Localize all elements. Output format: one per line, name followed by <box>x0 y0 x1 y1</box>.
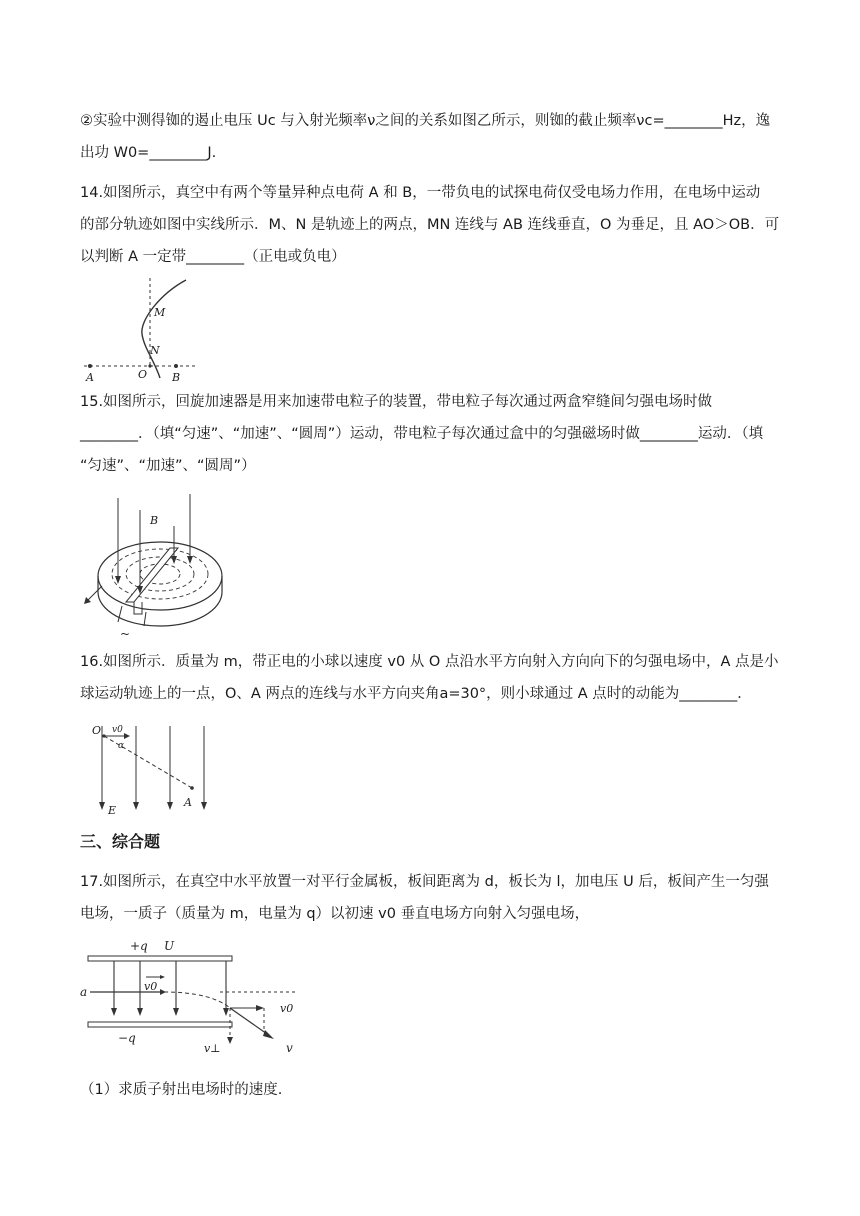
q17-line2: 电场，一质子（质量为 m，电量为 q）以初速 v0 垂直电场方向射入匀强电场， <box>80 906 590 922</box>
q17-text <box>80 866 780 930</box>
q17-sub1-text: （1）求质子射出电场时的速度. <box>80 1082 283 1098</box>
q17-figure <box>80 932 310 1062</box>
section-heading: 三、综合题 <box>80 832 161 851</box>
q14-text <box>80 177 780 273</box>
q16-label-o: O <box>92 724 102 737</box>
q14-line2: 的部分轨迹如图中实线所示．M、N 是轨迹上的两点，MN 连线与 AB 连线垂直，O 为垂足，且 AO＞OB．可 <box>80 217 780 233</box>
q15-label-ac: ~ <box>120 627 131 640</box>
q14-line3: 以判断 A 一定带________（正电或负电） <box>80 249 346 265</box>
q16-label-a: A <box>184 796 192 809</box>
q17-label-minus-q: −q <box>118 1031 136 1045</box>
q17-label-v-perp: v⊥ <box>204 1042 221 1055</box>
q17-label-u: U <box>164 939 175 953</box>
q16-line1: 16.如图所示．质量为 m，带正电的小球以速度 v0 从 O 点沿水平方向射入方向向下的匀强电场中，A 点是小 <box>80 654 779 670</box>
q14-label-a: A <box>86 371 94 384</box>
q14-label-o: O <box>138 368 148 381</box>
q15-cyclotron-figure <box>78 490 228 640</box>
q17-label-v0-inner: v0 <box>144 980 158 993</box>
q16-label-e: E <box>108 804 117 817</box>
q13-line2: 出功 W0=________J. <box>80 145 217 161</box>
q16-line2: 球运动轨迹上的一点，O、A 两点的连线与水平方向夹角a=30°，则小球通过 A 点时的动能为________． <box>80 686 752 702</box>
q14-label-b: B <box>172 371 181 384</box>
q16-label-v0: v0 <box>112 725 123 735</box>
q15-text <box>80 386 780 482</box>
q16-label-alpha: α <box>118 741 125 751</box>
q13-line1: ②实验中测得铷的遏止电压 Uc 与入射光频率ν之间的关系如图乙所示，则铷的截止频率νc=________Hz，逸 <box>80 113 771 129</box>
q17-label-a: a <box>80 985 88 999</box>
q13-part2 <box>80 105 780 169</box>
q17-label-v0-outer: v0 <box>280 1002 294 1015</box>
q15-line2: ________．（填“匀速”、“加速”、“圆周”）运动，带电粒子每次通过盒中的匀强磁场时做________运动．（填 <box>80 426 764 442</box>
q17-sub1 <box>80 1074 780 1106</box>
q17-label-v: v <box>286 1041 293 1055</box>
q14-line1: 14.如图所示，真空中有两个等量异种点电荷 A 和 B，一带负电的试探电荷仅受电场力作用，在电场中运动 <box>80 185 761 201</box>
q16-text <box>80 646 780 710</box>
q15-line3: “匀速”、“加速”、“圆周”） <box>80 458 256 474</box>
q14-label-n: N <box>150 344 160 357</box>
q15-line1: 15.如图所示，回旋加速器是用来加速带电粒子的装置，带电粒子每次通过两盒窄缝间匀强电场时做 <box>80 394 713 410</box>
q17-line1: 17.如图所示，在真空中水平放置一对平行金属板，板间距离为 d，板长为 l，加电压 U 后，板间产生一匀强 <box>80 874 769 890</box>
q16-figure <box>84 722 220 818</box>
q17-label-plus-q: +q <box>130 939 148 953</box>
q15-label-b: B <box>150 514 159 527</box>
q14-trajectory <box>142 280 186 378</box>
q14-label-m: M <box>154 306 166 319</box>
q14-figure <box>80 274 200 386</box>
